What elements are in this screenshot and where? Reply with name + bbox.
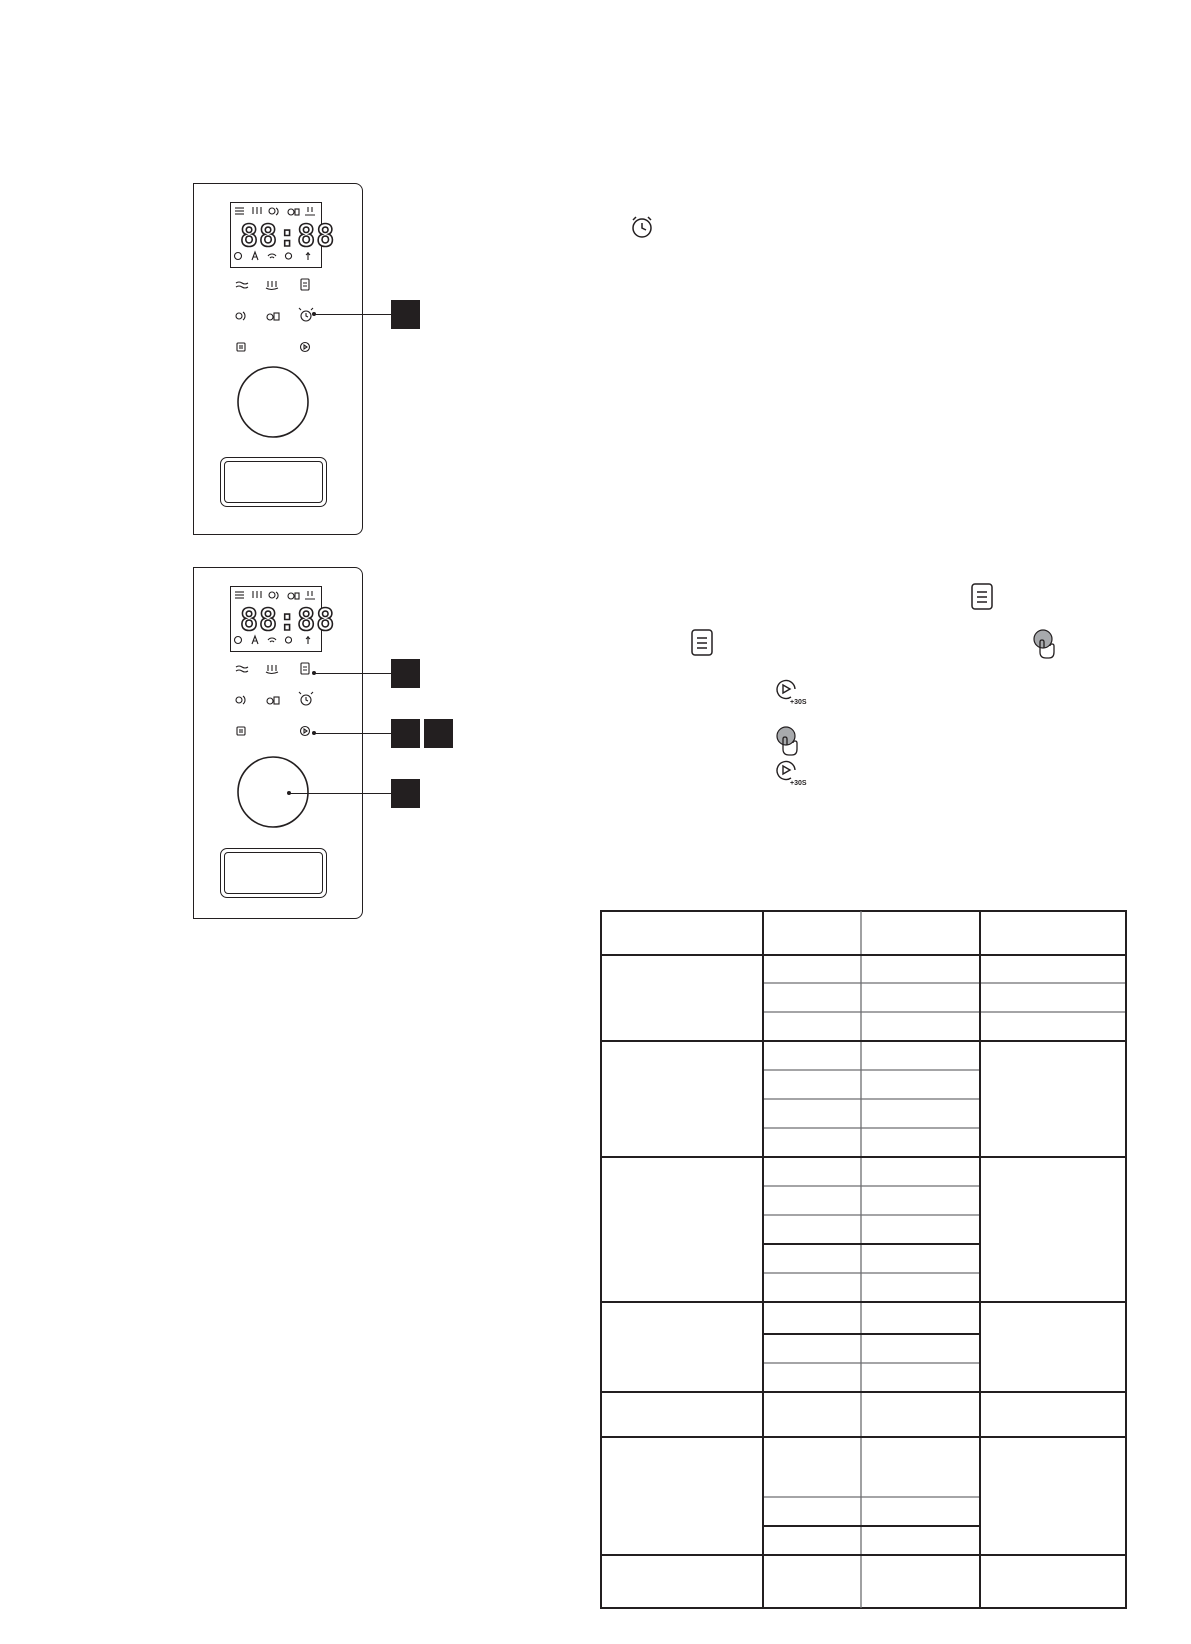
defrost-weight-icon bbox=[269, 208, 278, 215]
start-30s-icon bbox=[775, 758, 809, 788]
lcd-digits: 88:88 bbox=[240, 603, 336, 638]
lcd-digits: 88:88 bbox=[240, 219, 336, 254]
auto-icon bbox=[252, 636, 258, 644]
defrost-time-icon bbox=[288, 209, 299, 215]
combi-key-icon bbox=[266, 665, 278, 674]
callout-leader bbox=[314, 314, 391, 315]
defrost-time-key-icon bbox=[267, 697, 279, 704]
grill-key-icon bbox=[236, 666, 248, 672]
door-release-button bbox=[220, 848, 327, 898]
steam-icon bbox=[305, 591, 315, 599]
steam-icon bbox=[305, 207, 315, 215]
menu-inline-icon bbox=[689, 628, 715, 658]
control-knob bbox=[238, 757, 308, 827]
clock-key-icon bbox=[299, 692, 313, 705]
clock-key-icon bbox=[299, 308, 313, 321]
lock-icon bbox=[285, 253, 291, 259]
defrost-time-icon bbox=[288, 593, 299, 599]
menu-inline-icon bbox=[969, 582, 995, 612]
defrost-time-key-icon bbox=[267, 313, 279, 320]
control-knob bbox=[238, 367, 308, 437]
combi-key-icon bbox=[266, 281, 278, 290]
microwave-icon bbox=[306, 252, 310, 260]
defrost-weight-key-icon bbox=[236, 312, 245, 320]
callout-badge bbox=[424, 719, 453, 748]
lock-icon bbox=[285, 637, 291, 643]
combi-icon bbox=[253, 591, 261, 598]
auto-icon bbox=[252, 252, 258, 260]
clock-icon bbox=[235, 253, 242, 260]
clock-icon bbox=[235, 637, 242, 644]
door-release-button bbox=[220, 457, 327, 507]
panel-b-icons bbox=[0, 560, 1191, 960]
stop-key-icon bbox=[237, 727, 245, 735]
menu-key-icon bbox=[301, 663, 309, 674]
auto-menu-table bbox=[595, 905, 1135, 1615]
grill-icon bbox=[235, 208, 244, 214]
wifi-icon bbox=[268, 254, 276, 258]
microwave-icon bbox=[306, 636, 310, 644]
callout-badge bbox=[391, 719, 420, 748]
clock-inline-icon bbox=[627, 212, 657, 242]
grill-icon bbox=[235, 592, 244, 598]
callout-badge bbox=[391, 779, 420, 808]
menu-key-icon bbox=[301, 279, 309, 290]
combi-icon bbox=[253, 207, 261, 214]
wifi-icon bbox=[268, 638, 276, 642]
start-30s-label: +30S bbox=[790, 780, 807, 787]
panel-a-icons bbox=[0, 0, 1191, 600]
start-30s-key-icon bbox=[301, 343, 310, 352]
defrost-weight-icon bbox=[269, 592, 278, 599]
callout-badge bbox=[391, 659, 420, 688]
stop-key-icon bbox=[237, 343, 245, 351]
grill-key-icon bbox=[236, 282, 248, 288]
defrost-weight-key-icon bbox=[236, 696, 245, 704]
callout-badge bbox=[391, 300, 420, 329]
callout-leader bbox=[314, 733, 391, 734]
callout-leader bbox=[289, 793, 391, 794]
knob-hand-icon bbox=[1030, 628, 1060, 662]
start-30s-label: +30S bbox=[790, 699, 807, 706]
start-30s-icon bbox=[775, 677, 809, 707]
knob-hand-icon bbox=[773, 725, 803, 759]
start-30s-key-icon bbox=[301, 727, 310, 736]
callout-leader bbox=[314, 673, 391, 674]
